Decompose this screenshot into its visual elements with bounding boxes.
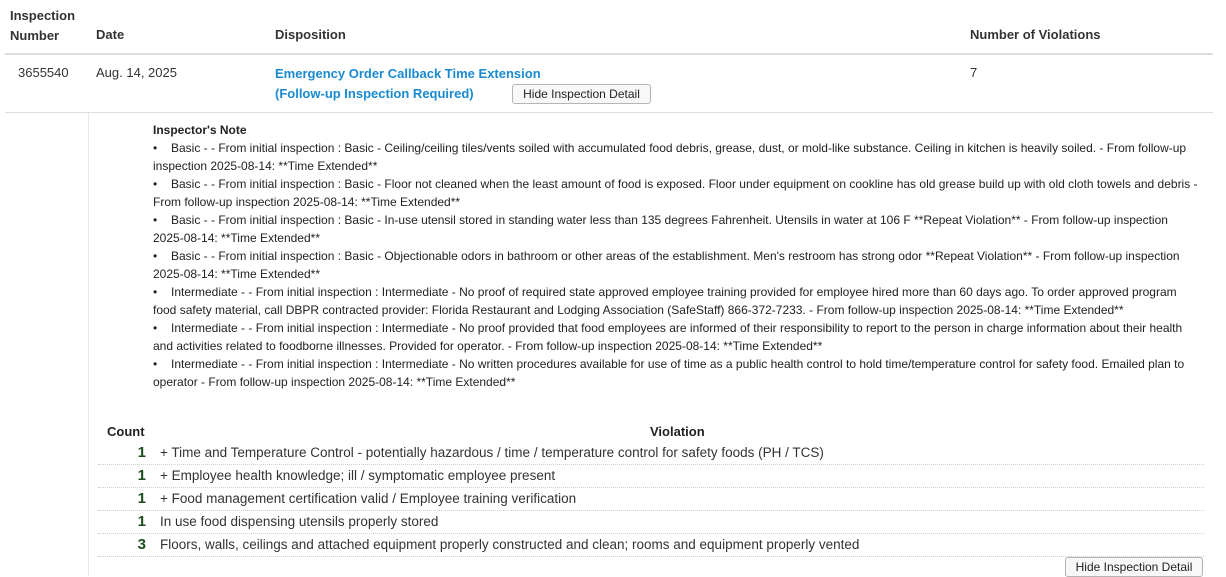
bullet-icon: • [153,357,158,371]
header-inspection-number-line2: Number [10,28,60,43]
note-item [153,283,1198,319]
note-item [153,139,1198,175]
inspector-note-title: Inspector's Note [153,123,247,137]
note-text: Basic - - From initial inspection : Basic - In-use utensil stored in standing water less than 135 degrees Fahrenheit. Utensils in water at 106 F **Repeat Violation** - From follow-up inspection 2025-08-14: **Time Extended** [153,213,1168,245]
violation-text: + Employee health knowledge; ill / symptomatic employee present [160,468,556,483]
header-divider [5,53,1213,55]
note-text: Intermediate - - From initial inspection : Intermediate - No proof of required state approved employee training provided for employee hired more than 60 days ago. To order approved program food safety material, call DBPR contracted provider: Florida Restaurant and Lodging Association (SafeStaff) 866-372-7233. - From follow-up inspection 2025-08-14: **Time Extended** [153,285,1177,317]
note-item [153,247,1198,283]
violation-text: + Food management certification valid / Employee training verification [160,491,577,506]
violation-row [98,441,1204,465]
disposition-link[interactable] [275,64,541,104]
violation-text: In use food dispensing utensils properly stored [160,514,439,529]
header-inspection-number-line1: Inspection [10,8,76,23]
bullet-icon: • [153,141,158,155]
violation-row [98,464,1204,488]
bullet-icon: • [153,249,158,263]
violation-count: 3 [137,536,146,553]
violation-count: 1 [137,513,146,530]
row-divider [5,112,1213,113]
disposition-line1: Emergency Order Callback Time Extension [275,66,541,81]
header-inspection-number [10,6,75,46]
hide-inspection-detail-button[interactable]: Hide Inspection Detail [512,84,651,104]
note-text: Basic - - From initial inspection : Basic - Objectionable odors in bathroom or other areas of the establishment. Men's restroom has strong odor **Repeat Violation** - From follow-up inspection 2025-08-14: **Time Extended** [153,249,1180,281]
note-item [153,355,1198,391]
bullet-icon: • [153,321,158,335]
violation-count-header: Count [107,424,145,439]
violation-row [98,487,1204,511]
violation-text: Floors, walls, ceilings and attached equipment properly constructed and clean; rooms and equipment properly vented [160,537,860,552]
violation-text: + Time and Temperature Control - potentially hazardous / time / temperature control for safety foods (PH / TCS) [160,445,824,460]
header-date: Date [96,27,125,42]
inspector-notes-list [153,139,1198,391]
note-text: Intermediate - - From initial inspection : Intermediate - No written procedures available for use of time as a public health control to hold time/temperature control for safety food. Emailed plan to operator - From follow-up inspection 2025-08-14: **Time Extended** [153,357,1185,389]
note-text: Basic - - From initial inspection : Basic - Ceiling/ceiling tiles/vents soiled with accumulated food debris, grease, dust, or mold-like substance. Ceiling in kitchen is heavily soiled. - From follow-up inspection 2025-08-14: **Time Extended** [153,141,1187,173]
violation-row [98,533,1204,557]
violation-row [98,510,1204,534]
note-item [153,175,1198,211]
inspection-number: 3655540 [18,65,69,80]
violation-header: Violation [650,424,705,439]
hide-inspection-detail-button-bottom[interactable]: Hide Inspection Detail [1065,557,1203,577]
violation-count: 1 [137,444,146,461]
note-item [153,211,1198,247]
header-number-of-violations: Number of Violations [970,27,1101,42]
bullet-icon: • [153,285,158,299]
detail-border [88,113,89,576]
disposition-line2: (Follow-up Inspection Required) [275,86,474,101]
violations-count: 7 [970,65,978,80]
note-text: Basic - - From initial inspection : Basic - Floor not cleaned when the least amount of food is exposed. Floor under equipment on cookline has old grease build up with old cloth towels and debris - From follow-up inspection 2025-08-14: **Time Extended** [153,177,1198,209]
note-item [153,319,1198,355]
violation-count: 1 [137,467,146,484]
inspection-date: Aug. 14, 2025 [96,65,177,80]
bullet-icon: • [153,177,158,191]
violation-count: 1 [137,490,146,507]
bullet-icon: • [153,213,158,227]
header-disposition: Disposition [275,27,346,42]
note-text: Intermediate - - From initial inspection : Intermediate - No proof provided that food employees are informed of their responsibility to report to the person in charge information about their health and activities related to foodborne illnesses. Provided for operator. - From follow-up inspection 2025-08-14: **Time Extended** [153,321,1183,353]
